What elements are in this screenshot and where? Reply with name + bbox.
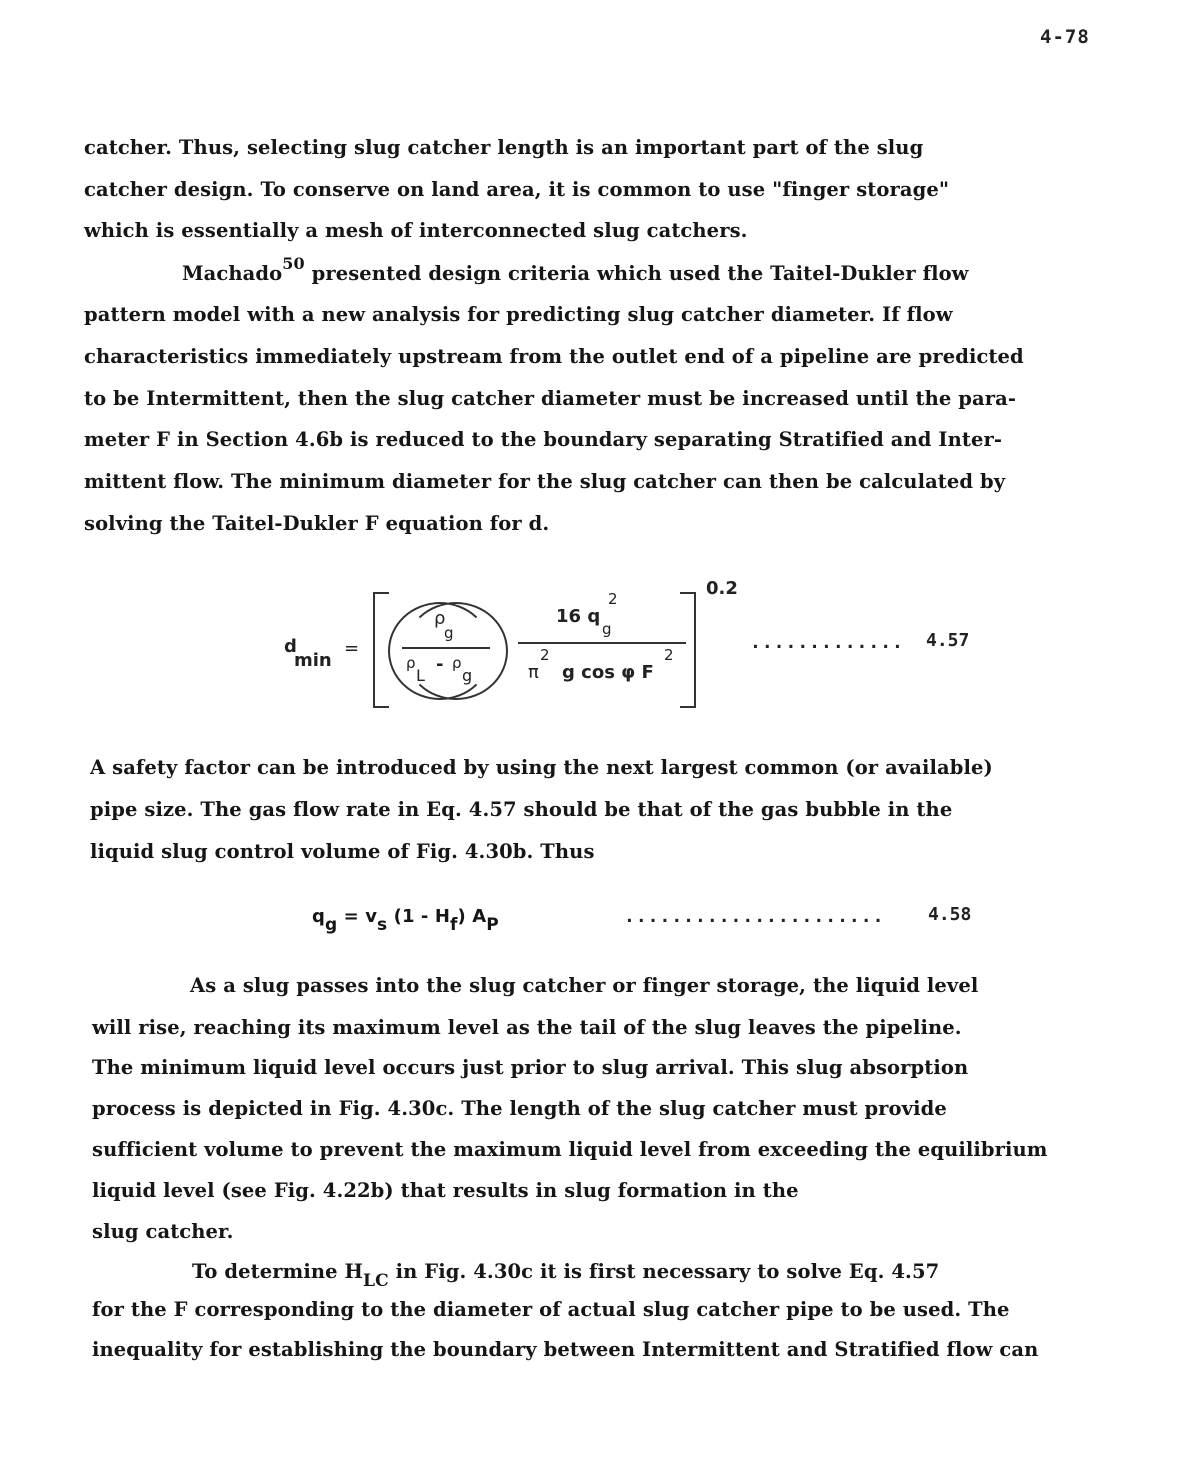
eq-lhs-sub-min: min bbox=[294, 650, 332, 671]
eq-pi-exponent: 2 bbox=[540, 646, 550, 664]
equation-4-58-leader: ...................... bbox=[624, 906, 885, 927]
left-square-bracket bbox=[373, 592, 389, 708]
eq-pi: π bbox=[528, 662, 539, 683]
equation-4-57-number: 4.57 bbox=[926, 630, 970, 651]
eq58-q: q bbox=[312, 906, 325, 927]
paragraph-5-line-1-start: To determine H bbox=[192, 1260, 364, 1283]
paragraph-4-line-3: The minimum liquid level occurs just prior to slug arrival. This slug absorption bbox=[92, 1056, 969, 1079]
paragraph-4-line-1: As a slug passes into the slug catcher or finger storage, the liquid level bbox=[190, 974, 979, 997]
paragraph-5-line-3: inequality for establishing the boundary between Intermittent and Stratified flow can bbox=[92, 1338, 1039, 1361]
inner-fraction-bar bbox=[402, 647, 490, 649]
paragraph-1-line-2: catcher design. To conserve on land area, it is common to use "finger storage" bbox=[84, 178, 950, 201]
paragraph-2-line-1 bbox=[182, 254, 969, 285]
paragraph-5-line-1 bbox=[192, 1260, 940, 1291]
paragraph-3-line-1: A safety factor can be introduced by using the next largest common (or available) bbox=[90, 756, 993, 779]
paragraph-2-line-4: to be Intermittent, then the slug catcher diameter must be increased until the para- bbox=[84, 387, 1017, 410]
right-parenthesis bbox=[404, 602, 508, 700]
paragraph-4-line-7: slug catcher. bbox=[92, 1220, 234, 1243]
paragraph-4-line-4: process is depicted in Fig. 4.30c. The length of the slug catcher must provide bbox=[92, 1097, 947, 1120]
eq-rho-g-sub: g bbox=[462, 666, 473, 685]
eq-rho-numerator: ρ bbox=[434, 608, 446, 629]
paragraph-4-line-5: sufficient volume to prevent the maximum liquid level from exceeding the equilibrium bbox=[92, 1138, 1048, 1161]
right-square-bracket bbox=[680, 592, 696, 708]
eq-num-sub: g bbox=[602, 620, 612, 638]
page-number: 4-78 bbox=[1040, 26, 1090, 48]
reference-superscript: 50 bbox=[282, 254, 305, 273]
paragraph-1-line-3: which is essentially a mesh of interconnected slug catchers. bbox=[84, 219, 748, 242]
eq58-a-sub: P bbox=[486, 915, 499, 935]
eq-num-coef: 16 q bbox=[556, 606, 601, 627]
eq-outer-exponent: 0.2 bbox=[706, 578, 738, 599]
eq-lhs-d: d bbox=[284, 636, 297, 657]
author-name: Machado bbox=[182, 262, 283, 285]
paragraph-4-line-2: will rise, reaching its maximum level as the tail of the slug leaves the pipeline. bbox=[92, 1016, 962, 1039]
eq-denominator: g cos φ F bbox=[562, 662, 654, 683]
paragraph-5-line-2: for the F corresponding to the diameter of actual slug catcher pipe to be used. The bbox=[92, 1298, 1010, 1321]
paragraph-2-line-1-rest: presented design criteria which used the Taitel-Dukler flow bbox=[304, 262, 969, 285]
eq58-paren-open: (1 - H bbox=[387, 906, 451, 927]
equation-4-58-number: 4.58 bbox=[928, 904, 972, 925]
outer-fraction-bar bbox=[518, 642, 686, 644]
eq58-v-sub: s bbox=[377, 915, 388, 935]
paragraph-3-line-2: pipe size. The gas flow rate in Eq. 4.57 should be that of the gas bubble in the bbox=[90, 798, 953, 821]
eq58-q-sub: g bbox=[325, 915, 338, 935]
eq-rho-L-sub: L bbox=[416, 666, 425, 685]
h-lc-subscript: LC bbox=[363, 1271, 389, 1291]
paragraph-3-line-3: liquid slug control volume of Fig. 4.30b. Thus bbox=[90, 840, 595, 863]
paragraph-2-line-5: meter F in Section 4.6b is reduced to the boundary separating Stratified and Inter- bbox=[84, 428, 1003, 451]
paragraph-2-line-3: characteristics immediately upstream from the outlet end of a pipeline are predicted bbox=[84, 345, 1024, 368]
equation-4-57-leader: ............. bbox=[750, 632, 904, 653]
paragraph-5-line-1-rest: in Fig. 4.30c it is first necessary to solve Eq. 4.57 bbox=[388, 1260, 940, 1283]
eq-F-exponent: 2 bbox=[664, 646, 674, 664]
eq58-paren-close: ) A bbox=[457, 906, 487, 927]
paragraph-1-line-1: catcher. Thus, selecting slug catcher length is an important part of the slug bbox=[84, 136, 924, 159]
eq-rho-g: ρ bbox=[452, 654, 462, 672]
eq-minus: - bbox=[436, 654, 444, 675]
equation-4-58 bbox=[312, 906, 499, 935]
paragraph-4-line-6: liquid level (see Fig. 4.22b) that results in slug formation in the bbox=[92, 1179, 799, 1202]
eq58-eq-v: = v bbox=[337, 906, 378, 927]
eq-rho-numerator-sub: g bbox=[444, 624, 454, 642]
eq-rho-L: ρ bbox=[406, 654, 416, 672]
eq-equals-sign: = bbox=[344, 638, 360, 659]
paragraph-2-line-2: pattern model with a new analysis for predicting slug catcher diameter. If flow bbox=[84, 303, 953, 326]
eq-num-exponent: 2 bbox=[608, 590, 618, 608]
paragraph-2-line-7: solving the Taitel-Dukler F equation for d. bbox=[84, 512, 550, 535]
eq58-h-sub: f bbox=[450, 915, 458, 935]
paragraph-2-line-6: mittent flow. The minimum diameter for the slug catcher can then be calculated by bbox=[84, 470, 1006, 493]
